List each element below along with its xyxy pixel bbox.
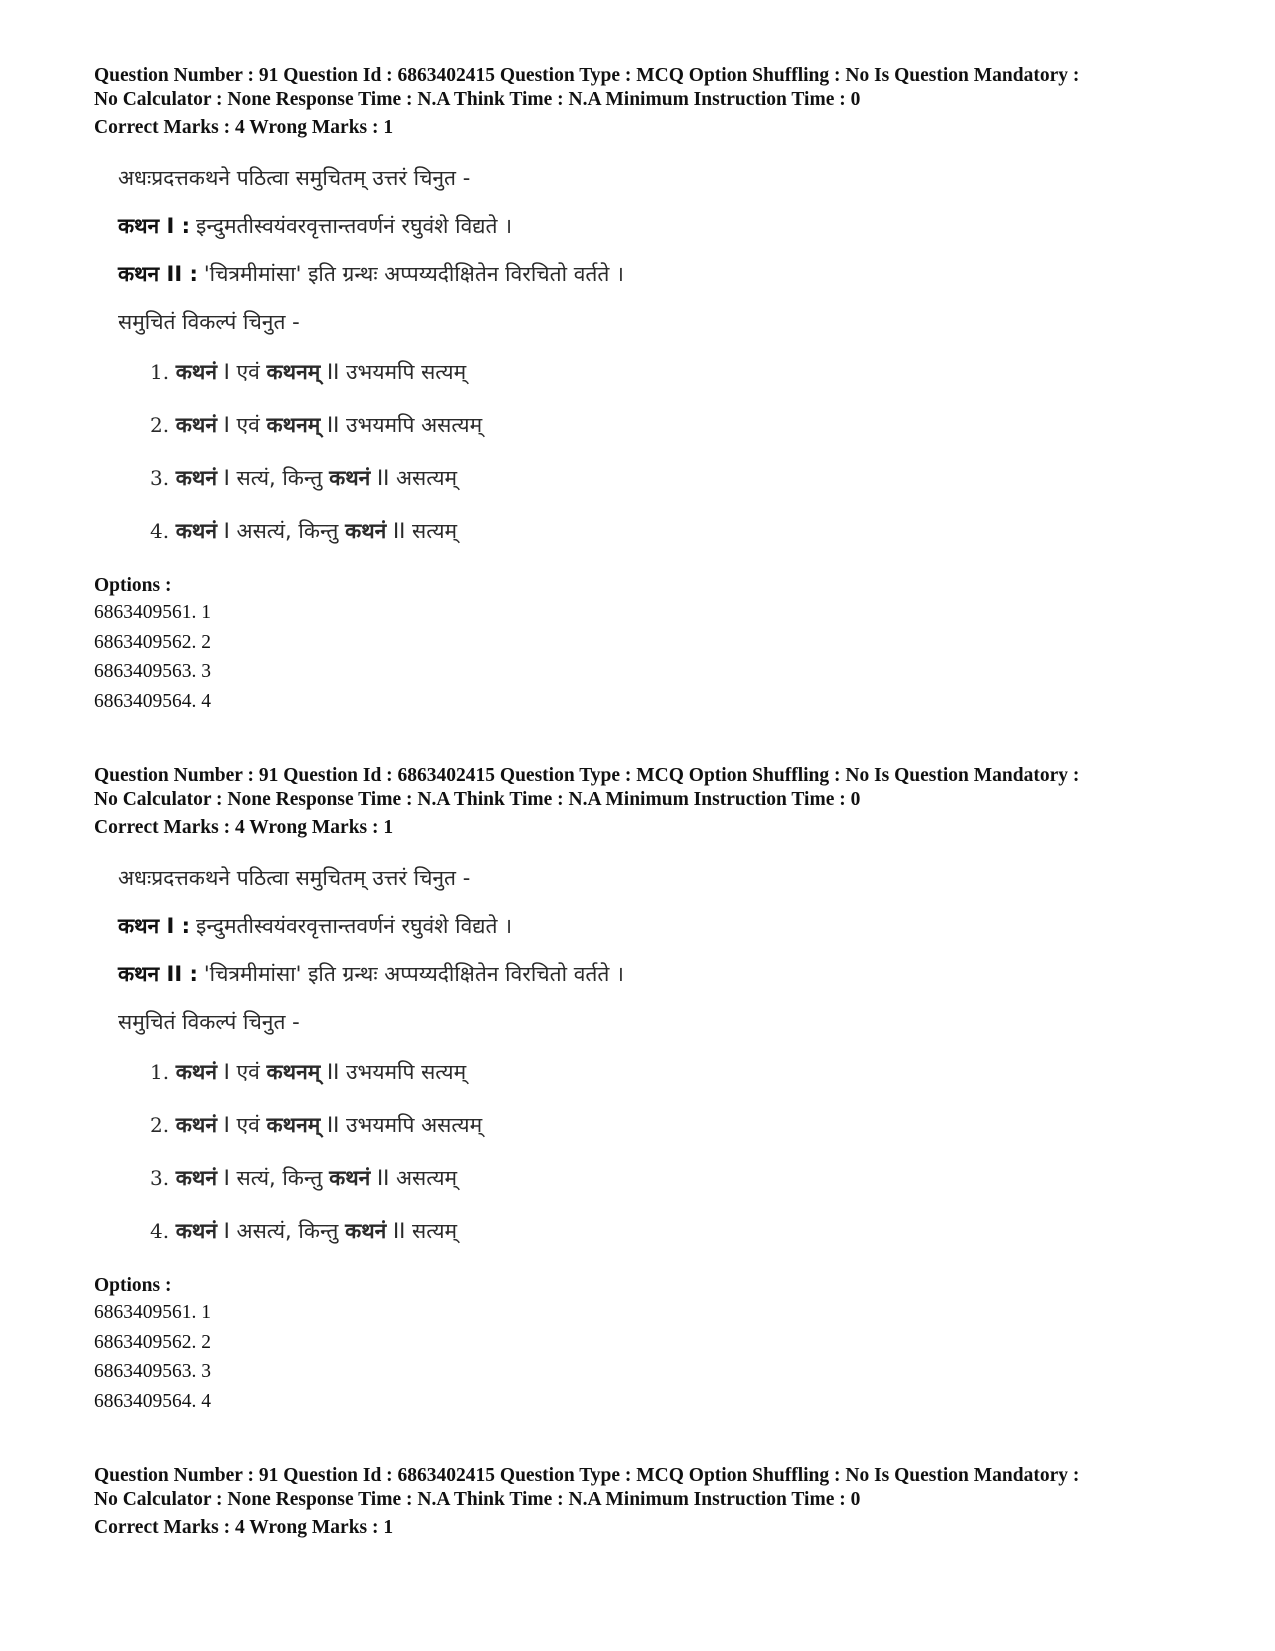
choice-text-d: II उभयमपि असत्यम् — [326, 1113, 483, 1137]
choice-2 — [118, 399, 1214, 452]
choice-text-b: I सत्यं, किन्तु — [223, 1166, 323, 1190]
question-body — [118, 154, 1214, 558]
choice-3 — [118, 1152, 1214, 1205]
choice-text-b: I असत्यं, किन्तु — [223, 1219, 339, 1243]
statement-2-label: कथन II : — [118, 962, 198, 986]
choice-text-d: II सत्यम् — [392, 1219, 458, 1243]
choice-term-a: कथनं — [175, 519, 217, 543]
statement-2-text: 'चित्रमीमांसा' इति ग्रन्थः अप्पय्यदीक्षितेन विरचितो वर्तते । — [203, 962, 624, 986]
statement-1-text: इन्दुमतीस्वयंवरवृत्तान्तवर्णनं रघुवंशे विद्यते । — [196, 914, 513, 938]
statement-1-text: इन्दुमतीस्वयंवरवृत्तान्तवर्णनं रघुवंशे विद्यते । — [196, 214, 513, 238]
choice-2 — [118, 1099, 1214, 1152]
choice-number: 3. — [150, 466, 170, 490]
statement-1-label: कथन I : — [118, 914, 191, 938]
choice-text-d: II असत्यम् — [376, 466, 458, 490]
options-title: Options : — [94, 575, 172, 596]
question-meta-line-2: No Calculator : None Response Time : N.A Think Time : N.A Minimum Instruction Time : 0 — [94, 89, 861, 110]
choose-instruction: समुचितं विकल्पं चिनुत - — [118, 310, 300, 334]
statement-1 — [118, 202, 1214, 250]
choice-term-a: कथनं — [175, 1113, 217, 1137]
option-3: 6863409563. 3 — [94, 661, 211, 682]
choose-instruction: समुचितं विकल्पं चिनुत - — [118, 1010, 300, 1034]
question-marks-line: Correct Marks : 4 Wrong Marks : 1 — [94, 817, 394, 838]
choice-text-d: II उभयमपि असत्यम् — [326, 413, 483, 437]
question-instruction: अधःप्रदत्तकथने पठित्वा समुचितम् उत्तरं चिनुत - — [118, 166, 471, 190]
options-title: Options : — [94, 1275, 172, 1296]
choice-text-b: I एवं — [223, 413, 260, 437]
choice-text-b: I सत्यं, किन्तु — [223, 466, 323, 490]
choice-text-d: II सत्यम् — [392, 519, 458, 543]
choice-number: 4. — [150, 1219, 170, 1243]
choice-term-a: कथनं — [175, 1166, 217, 1190]
option-1: 6863409561. 1 — [94, 602, 211, 623]
choice-text-b: I एवं — [223, 1113, 260, 1137]
choice-text-d: II उभयमपि सत्यम् — [326, 1060, 467, 1084]
statement-1 — [118, 902, 1214, 950]
choice-term-c: कथनम् — [266, 1060, 321, 1084]
option-1: 6863409561. 1 — [94, 1302, 211, 1323]
choice-1 — [118, 1046, 1214, 1099]
option-3: 6863409563. 3 — [94, 1361, 211, 1382]
question-meta-line-1: Question Number : 91 Question Id : 6863402415 Question Type : MCQ Option Shuffling : No Is Question Mandatory : — [94, 765, 1080, 786]
option-2: 6863409562. 2 — [94, 631, 211, 653]
statement-2-label: कथन II : — [118, 262, 198, 286]
choice-term-a: कथनं — [175, 360, 217, 384]
choice-number: 4. — [150, 519, 170, 543]
choice-term-a: कथनं — [175, 1060, 217, 1084]
choice-text-b: I एवं — [223, 360, 260, 384]
option-4: 6863409564. 4 — [94, 1390, 211, 1412]
choice-term-a: कथनं — [175, 413, 217, 437]
choice-4 — [118, 1205, 1214, 1258]
choice-3 — [118, 452, 1214, 505]
choice-1 — [118, 346, 1214, 399]
question-marks-line: Correct Marks : 4 Wrong Marks : 1 — [94, 117, 394, 138]
choice-term-a: कथनं — [175, 1219, 217, 1243]
choice-text-b: I एवं — [223, 1060, 260, 1084]
choice-text-d: II उभयमपि सत्यम् — [326, 360, 467, 384]
choice-term-c: कथनं — [345, 1219, 387, 1243]
statement-2-text: 'चित्रमीमांसा' इति ग्रन्थः अप्पय्यदीक्षितेन विरचितो वर्तते । — [203, 262, 624, 286]
option-2: 6863409562. 2 — [94, 1331, 211, 1353]
choice-text-d: II असत्यम् — [376, 1166, 458, 1190]
choice-number: 2. — [150, 1113, 170, 1137]
choice-term-c: कथनम् — [266, 1113, 321, 1137]
choice-term-c: कथनं — [329, 1166, 371, 1190]
question-marks-line: Correct Marks : 4 Wrong Marks : 1 — [94, 1517, 394, 1538]
statement-2 — [118, 950, 1214, 998]
question-body — [118, 854, 1214, 1258]
question-meta-line-1: Question Number : 91 Question Id : 6863402415 Question Type : MCQ Option Shuffling : No Is Question Mandatory : — [94, 65, 1080, 86]
choice-term-c: कथनम् — [266, 360, 321, 384]
question-block-1 — [94, 64, 1214, 716]
question-meta-line-2: No Calculator : None Response Time : N.A Think Time : N.A Minimum Instruction Time : 0 — [94, 789, 861, 810]
statement-1-label: कथन I : — [118, 214, 191, 238]
choice-term-c: कथनम् — [266, 413, 321, 437]
question-meta-line-1: Question Number : 91 Question Id : 6863402415 Question Type : MCQ Option Shuffling : No Is Question Mandatory : — [94, 1465, 1080, 1486]
choice-4 — [118, 505, 1214, 558]
choice-number: 3. — [150, 1166, 170, 1190]
question-meta-line-2: No Calculator : None Response Time : N.A Think Time : N.A Minimum Instruction Time : 0 — [94, 1489, 861, 1510]
question-block-3 — [94, 1464, 1214, 1540]
choice-term-a: कथनं — [175, 466, 217, 490]
choice-number: 1. — [150, 360, 170, 384]
question-instruction: अधःप्रदत्तकथने पठित्वा समुचितम् उत्तरं चिनुत - — [118, 866, 471, 890]
choice-term-c: कथनं — [329, 466, 371, 490]
choice-term-c: कथनं — [345, 519, 387, 543]
choice-number: 2. — [150, 413, 170, 437]
option-4: 6863409564. 4 — [94, 690, 211, 712]
choice-text-b: I असत्यं, किन्तु — [223, 519, 339, 543]
question-block-2 — [94, 764, 1214, 1416]
choice-number: 1. — [150, 1060, 170, 1084]
statement-2 — [118, 250, 1214, 298]
